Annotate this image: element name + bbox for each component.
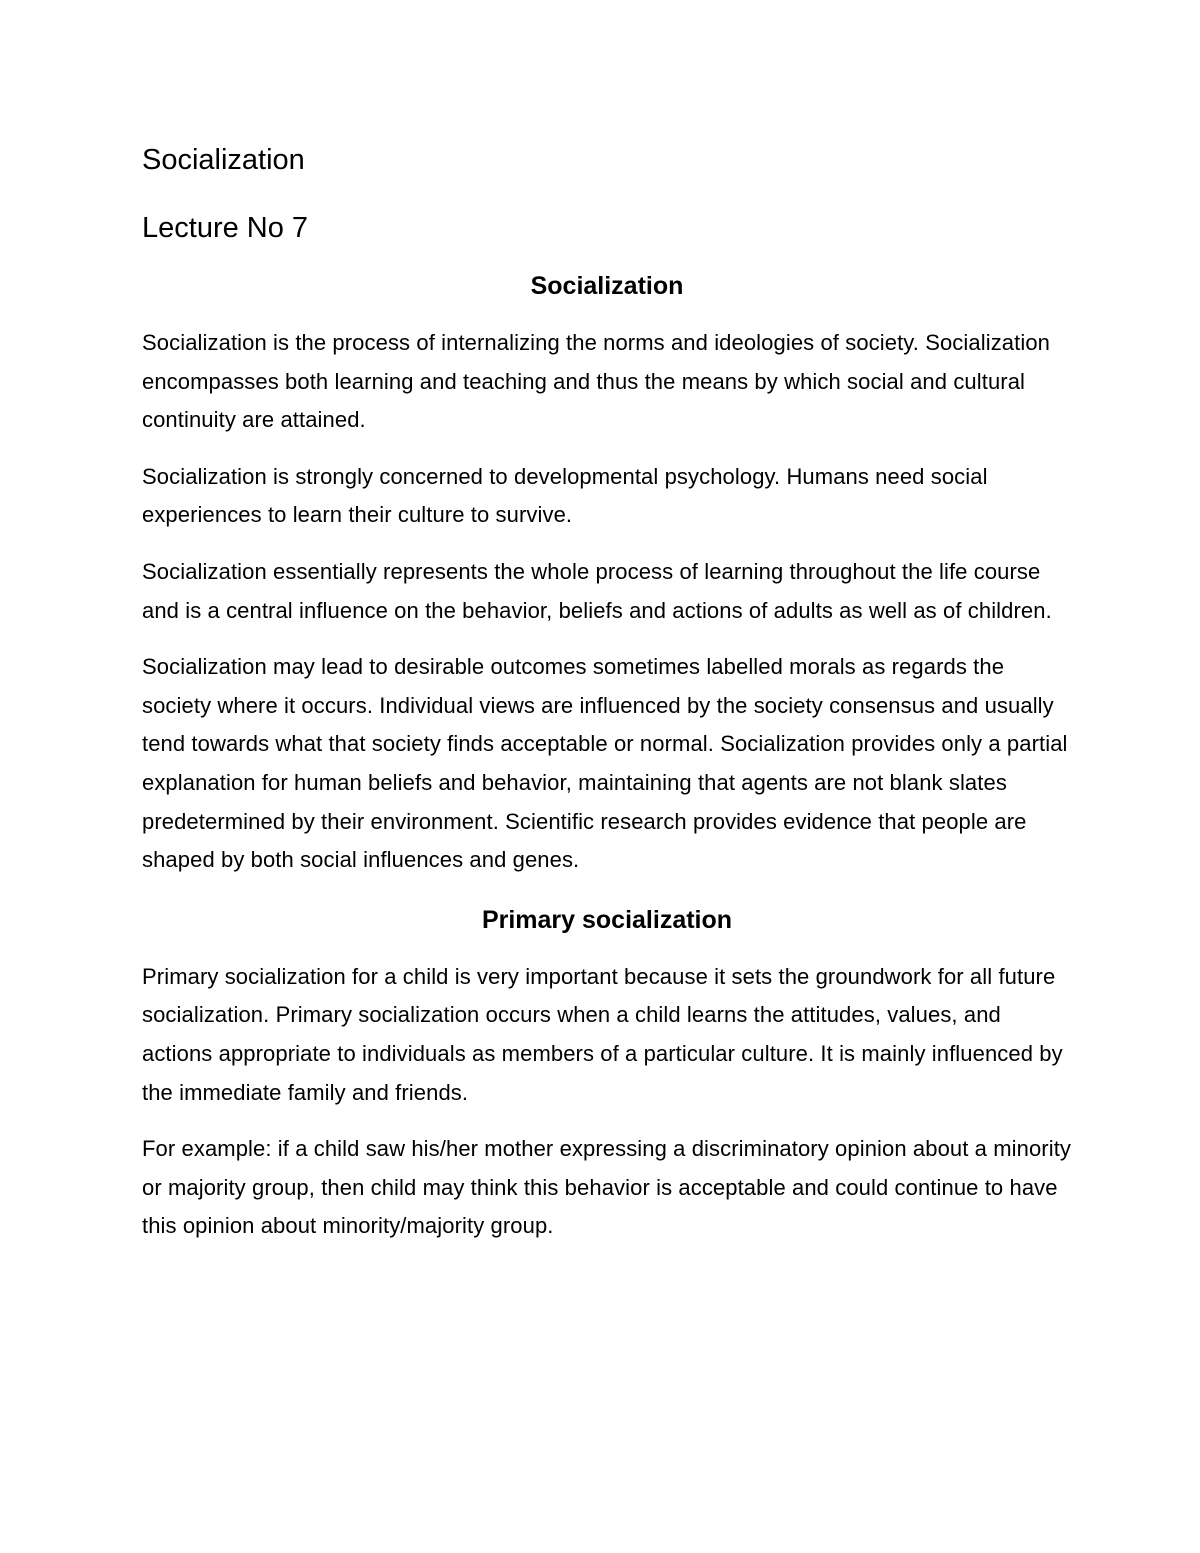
paragraph: Primary socialization for a child is very important because it sets the groundwork for all future socialization. Primary socialization occurs when a child learns the attitudes, values, and actions appropriate to individuals as members of a particular culture. It is mainly influenced by the immediate family and friends. [142,963,1063,1105]
paragraph: For example: if a child saw his/her mother expressing a discriminatory opinion about a minority or majority group, then child may think this behavior is acceptable and could continue to have this opinion about minority/majority group. [142,1136,1072,1239]
paragraph: Socialization is the process of internalizing the norms and ideologies of society. Socialization encompasses both learning and teaching and thus the means by which social and cultural continuity are attained. [142,330,1051,433]
lecture-number: Lecture No 7 [142,212,309,244]
section-heading-socialization: Socialization [530,272,684,300]
section-heading-primary-socialization: Primary socialization [481,905,733,934]
paragraph: Socialization essentially represents the whole process of learning throughout the life course and is a central influence on the behavior, beliefs and actions of adults as well as of children. [142,558,1052,623]
paragraph: Socialization may lead to desirable outcomes sometimes labelled morals as regards the society where it occurs. Individual views are influenced by the society consensus and usually tend towards what that society finds acceptable or normal. Socialization provides only a partial explanation for human beliefs and behavior, maintaining that agents are not blank slates predetermined by their environment. Scientific research provides evidence that people are shaped by both social influences and genes. [142,654,1068,873]
document-body [142,140,1072,1264]
document-title: Socialization [142,144,305,176]
paragraph: Socialization is strongly concerned to developmental psychology. Humans need social experiences to learn their culture to survive. [142,463,988,528]
